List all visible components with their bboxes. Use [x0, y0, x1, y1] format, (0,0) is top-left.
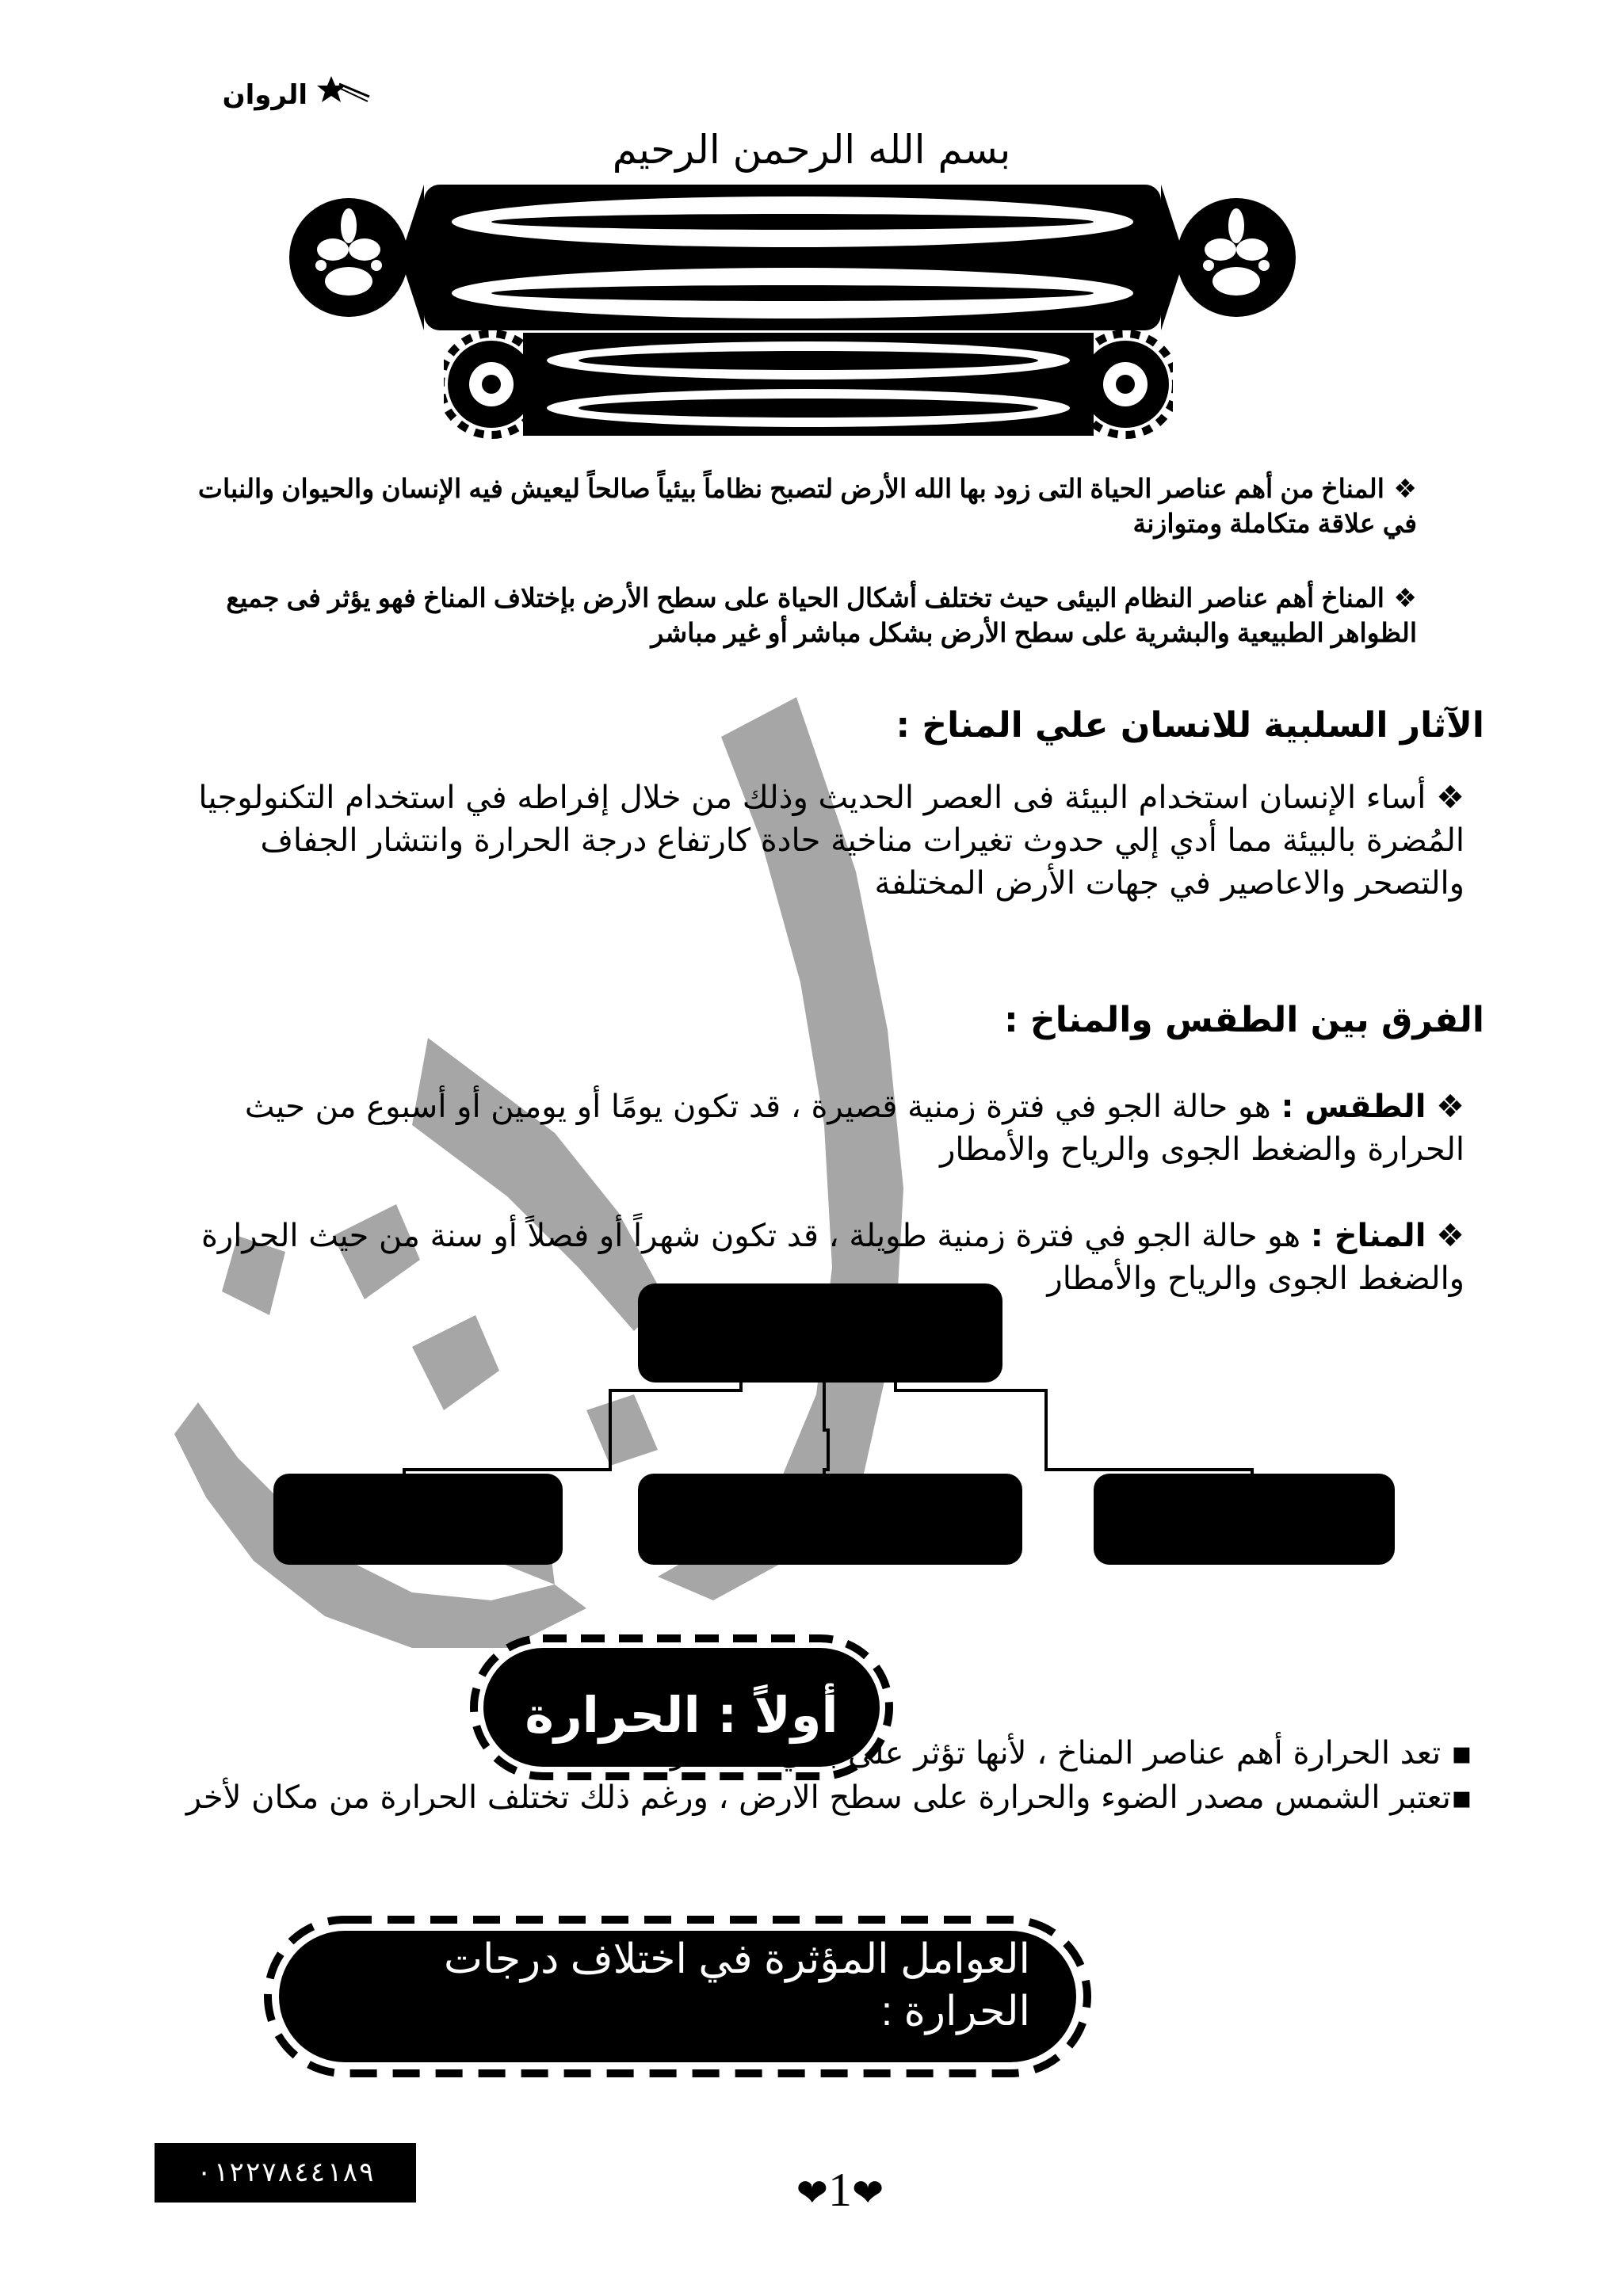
weather-definition — [197, 1085, 1465, 1171]
climate-term: المناخ : — [1310, 1218, 1426, 1254]
intro-bullet-1-text: المناخ من أهم عناصر الحياة التى زود بها الله الأرض لتصبح نظاماً بيئياً صالحاً ليعيش فيه الإنسان والحيوان والنبات في علاقة متكاملة ومتوازنة — [197, 474, 1417, 538]
page-number-block — [777, 2163, 903, 2218]
weather-climate-heading: الفرق بين الطقس والمناخ : — [1004, 1000, 1484, 1040]
blank-diagram — [269, 1283, 1403, 1577]
intro-bullet-2-text: المناخ أهم عناصر النظام البيئى حيث تختلف أشكال الحياة على سطح الأرض بإختلاف المناخ فهو يؤثر فى جميع الظواهر الطبيعية والبشرية على سطح الأرض بشكل مباشر أو غير مباشر — [226, 583, 1417, 647]
intro-bullet-1 — [181, 471, 1417, 541]
heart-icon: ❤ — [796, 2172, 828, 2214]
temperature-title: أولاً : الحرارة — [525, 1686, 838, 1744]
diagram-box-center — [638, 1474, 1022, 1565]
brand-name: الروان — [222, 79, 307, 111]
page-number: 1 — [828, 2164, 852, 2216]
weather-term: الطقس : — [1281, 1089, 1426, 1125]
diagram-box-top — [638, 1283, 1002, 1383]
intro-bullet-2 — [181, 581, 1417, 650]
decorative-banner-bottom — [444, 317, 1173, 452]
diagram-box-left — [273, 1474, 563, 1565]
temperature-line-1: ▪ تعد الحرارة أهم عناصر المناخ ، لأنها تؤثر على باقي العناصر — [670, 1735, 1472, 1772]
diamond-bullet-icon: ❖ — [1426, 780, 1465, 816]
diagram-box-right — [1094, 1474, 1395, 1565]
negative-effects-text: أساء الإنسان استخدام البيئة فى العصر الحديث وذلك من خلال إفراطه في استخدام التكنولوجيا المُضرة بالبيئة مما أدي إلي حدوث تغيرات مناخية حادة كارتفاع درجة الحرارة وانتشار الجفاف والتصحر والاعاصير في جهات الأرض المختلفة — [198, 780, 1465, 902]
basmala: بسم الله الرحمن الرحيم — [612, 127, 1011, 173]
negative-effects-bullet — [197, 776, 1465, 905]
diamond-bullet-icon: ❖ — [1384, 473, 1417, 504]
temperature-line-2: ▪تعتبر الشمس مصدر الضوء والحرارة على سطح الارض ، ورغم ذلك تختلف الحرارة من مكان لأخر — [185, 1779, 1472, 1816]
negative-effects-heading: الآثار السلبية للانسان علي المناخ : — [896, 705, 1484, 746]
phone-number: ٠١٢٢٧٨٤٤١٨٩ — [196, 2157, 375, 2188]
decorative-banner-top — [285, 178, 1300, 337]
climate-def-text: هو حالة الجو في فترة زمنية طويلة ، قد تكون شهراً أو فصلاً أو سنة من حيث الحرارة والضغط الجوى والرياح والأمطار — [200, 1218, 1465, 1297]
diamond-bullet-icon: ❖ — [1426, 1218, 1465, 1254]
diamond-bullet-icon: ❖ — [1426, 1089, 1465, 1125]
weather-def-text: هو حالة الجو في فترة زمنية قصيرة ، قد تكون يومًا أو يومين أو أسبوع من حيث الحرارة والضغط الجوى والرياح والأمطار — [244, 1089, 1465, 1168]
shooting-star-icon — [315, 73, 371, 112]
factors-title: العوامل المؤثرة في اختلاف درجات الحرارة : — [444, 1936, 1030, 2035]
diamond-bullet-icon: ❖ — [1384, 582, 1417, 613]
heart-icon: ❤ — [852, 2172, 884, 2214]
